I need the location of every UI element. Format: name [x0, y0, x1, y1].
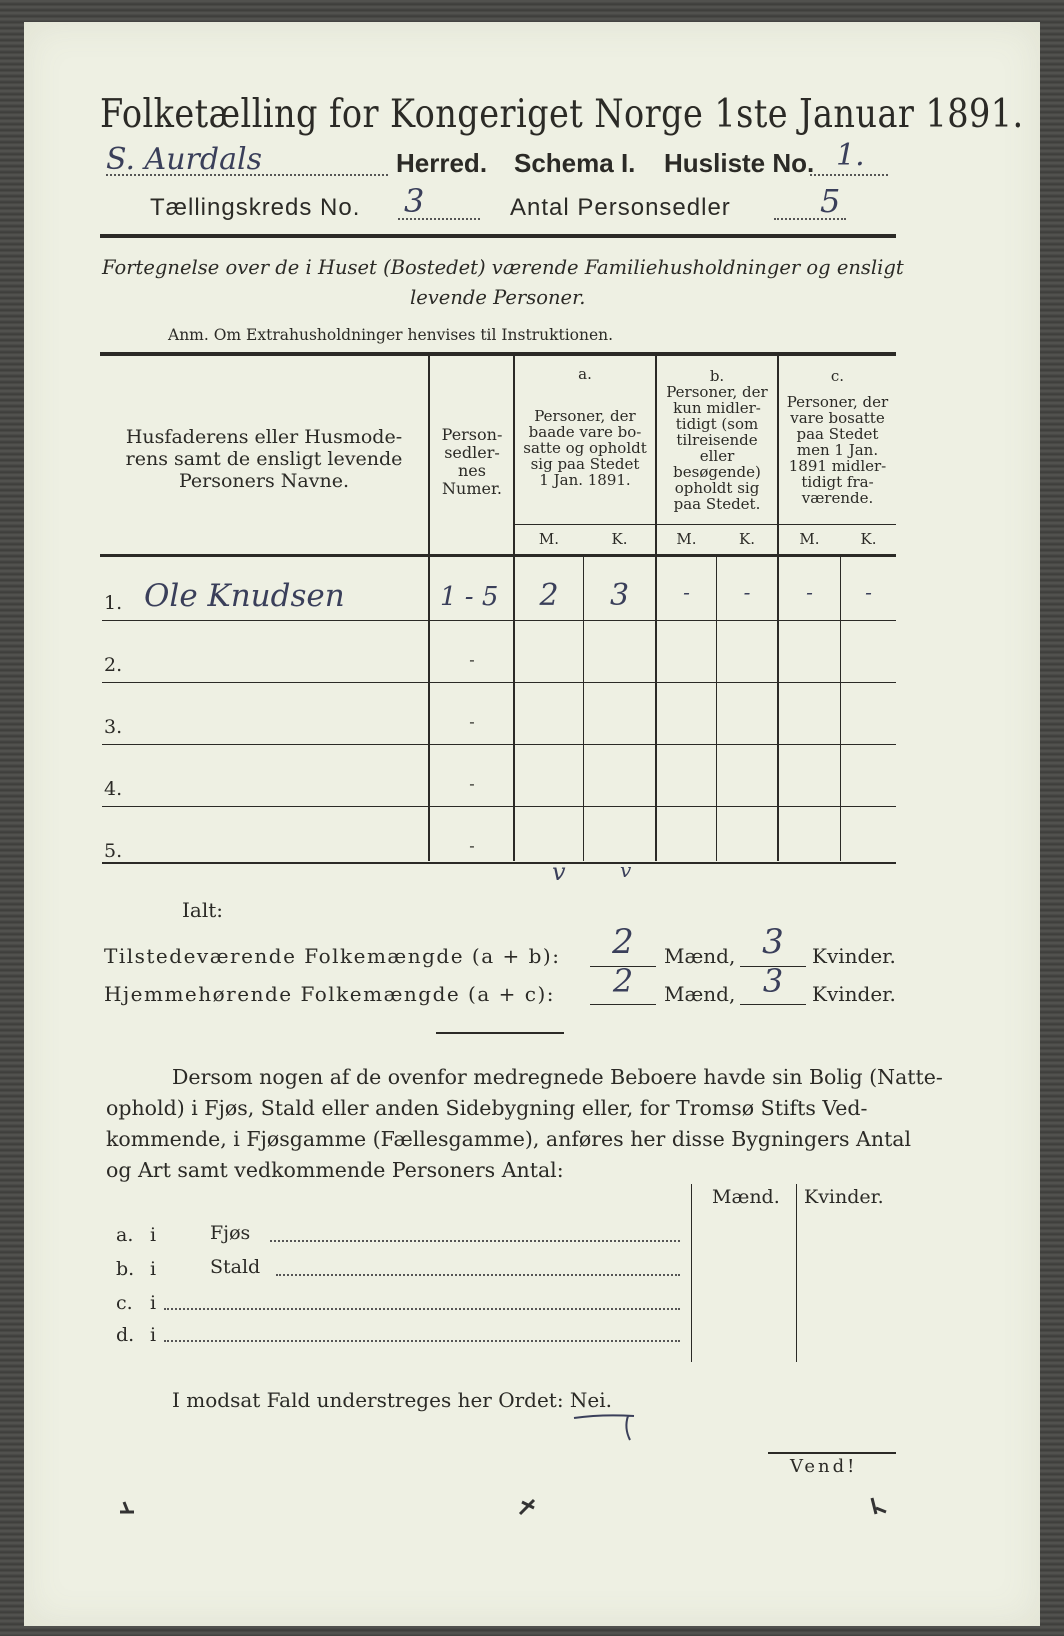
- b-k-label: K.: [739, 530, 755, 548]
- a-k-label: K.: [611, 530, 628, 548]
- row-c-m: -: [806, 580, 813, 604]
- notice-item-label: Stald: [210, 1256, 261, 1278]
- row-line-name: [102, 744, 428, 745]
- husliste-dotted-line: [810, 174, 888, 176]
- c-k-label: K.: [860, 530, 877, 548]
- tilstede-kvinder-label: Kvinder.: [812, 944, 896, 968]
- taellingskreds-label: Tællingskreds No.: [150, 194, 361, 221]
- col-a-letter: a.: [578, 365, 592, 383]
- vend-rule: [768, 1452, 896, 1454]
- col-b-header: Personer, der kun midler- tidigt (som tilreisende eller besøgende) opholdt sig paa Stedet.: [666, 383, 768, 513]
- header-bottom-rule: [100, 554, 896, 557]
- row-personsedler-num: 1 - 5: [440, 582, 499, 612]
- row-line-name: [102, 806, 428, 807]
- hjemme-label: Hjemmehørende Folkemængde (a + c):: [104, 982, 555, 1006]
- separator-rule: [436, 1032, 564, 1034]
- col-num-header: Person- sedler- nes Numer.: [441, 425, 503, 498]
- row-personsedler-num: -: [469, 836, 475, 855]
- corner-mark-left: [116, 1496, 140, 1516]
- c-m-label: M.: [799, 530, 820, 548]
- row-line-name: [102, 682, 428, 683]
- form-title: Folketælling for Kongeriget Norge 1ste Januar 1891.: [100, 92, 1024, 137]
- subtitle-line1: Fortegnelse over de i Huset (Bostedet) værende Familiehusholdninger og ensligt: [102, 256, 904, 279]
- row-a-m: 2: [539, 578, 559, 613]
- herred-value: S. Aurdals: [106, 142, 262, 177]
- anm-note: Anm. Om Extrahusholdninger henvises til Instruktionen.: [168, 326, 614, 344]
- corner-mark-center: [516, 1494, 540, 1518]
- row-number: 1.: [104, 592, 123, 614]
- col-name-header: Husfaderens eller Husmode- rens samt de ensligt levende Personers Navne.: [125, 426, 403, 492]
- a-m-label: M.: [538, 530, 560, 548]
- row-line-values: [430, 806, 896, 807]
- notice-item-dots: [164, 1340, 680, 1342]
- nei-underline-mark: [572, 1412, 642, 1444]
- notice-item-i: i: [150, 1292, 157, 1314]
- notice-divider-2: [796, 1184, 797, 1362]
- hjemme-kvinder-line: [740, 1004, 806, 1005]
- modsat-text: I modsat Fald understreges her Ordet: Nei.: [172, 1388, 613, 1412]
- row-line-values: [430, 744, 896, 745]
- hjemme-maend-line: [590, 1004, 656, 1005]
- row-a-k: 3: [609, 578, 630, 613]
- corner-mark-right: [866, 1494, 890, 1518]
- hjemme-kvinder-label: Kvinder.: [812, 982, 896, 1006]
- antal-label: Antal Personsedler: [510, 194, 731, 221]
- notice-item-letter: b.: [116, 1258, 135, 1280]
- checkmark-a-k: v: [620, 858, 632, 882]
- notice-divider-1: [691, 1184, 692, 1362]
- row-b-k: -: [743, 580, 751, 604]
- ialt-label: Ialt:: [182, 898, 223, 922]
- row-number: 5.: [104, 840, 123, 862]
- row-number: 2.: [104, 654, 123, 676]
- row-number: 4.: [104, 778, 123, 800]
- hjemme-maend-label: Mænd,: [664, 982, 736, 1006]
- notice-maend-header: Mænd.: [712, 1186, 780, 1208]
- header-rule: [100, 234, 896, 238]
- notice-item-letter: c.: [116, 1292, 133, 1314]
- schema-label: Schema I.: [514, 148, 636, 178]
- notice-line2: ophold) i Fjøs, Stald eller anden Sidebygning eller, for Tromsø Stifts Ved-: [106, 1096, 868, 1120]
- checkmark-a-m: v: [552, 858, 566, 886]
- hjemme-kvinder-value: 3: [762, 962, 784, 1000]
- row-personsedler-num: -: [469, 712, 475, 731]
- row-line-values: [430, 682, 896, 683]
- row-b-m: -: [683, 580, 690, 604]
- herred-dotted-line: [106, 174, 388, 176]
- notice-line4: og Art samt vedkommende Personers Antal:: [106, 1158, 564, 1182]
- b-m-label: M.: [676, 530, 697, 548]
- notice-kvinder-header: Kvinder.: [804, 1186, 884, 1208]
- census-form-page: [24, 22, 1040, 1626]
- notice-item-letter: d.: [116, 1324, 135, 1346]
- notice-item-label: Fjøs: [210, 1222, 251, 1244]
- notice-item-i: i: [150, 1224, 157, 1246]
- tilstede-kvinder-value: 3: [762, 922, 784, 962]
- husliste-value: 1.: [836, 138, 865, 173]
- subtitle-line2: levende Personer.: [410, 286, 586, 309]
- hjemme-maend-value: 2: [612, 962, 634, 1000]
- taellingskreds-value: 3: [404, 182, 425, 220]
- mk-top-rule: [515, 524, 896, 525]
- antal-value: 5: [820, 182, 841, 220]
- notice-item-letter: a.: [116, 1224, 134, 1246]
- row-c-k: -: [865, 580, 872, 604]
- notice-item-dots: [164, 1308, 680, 1310]
- row-line-values: [430, 620, 896, 621]
- notice-line1: Dersom nogen af de ovenfor medregnede Beboere havde sin Bolig (Natte-: [172, 1065, 943, 1089]
- tilstede-maend-label: Mænd,: [664, 944, 736, 968]
- husliste-label: Husliste No.: [664, 148, 815, 178]
- table-bottom-rule: [102, 862, 896, 864]
- row-name: Ole Knudsen: [144, 578, 345, 614]
- row-line-name: [102, 620, 428, 621]
- tilstede-label: Tilstedeværende Folkemængde (a + b):: [104, 944, 561, 968]
- row-number: 3.: [104, 716, 123, 738]
- notice-item-dots: [276, 1274, 680, 1276]
- notice-line3: kommende, i Fjøsgamme (Fællesgamme), anføres her disse Bygningers Antal: [106, 1127, 912, 1151]
- notice-item-dots: [270, 1240, 680, 1242]
- notice-item-i: i: [150, 1258, 157, 1280]
- tilstede-maend-value: 2: [612, 922, 634, 962]
- notice-item-i: i: [150, 1324, 157, 1346]
- col-c-letter: c.: [830, 367, 845, 385]
- herred-label: Herred.: [396, 148, 488, 178]
- col-c-header: Personer, der vare bosatte paa Stedet men 1 Jan. 1891 midler- tidigt fra- værende.: [786, 393, 889, 507]
- row-personsedler-num: -: [469, 774, 475, 793]
- vend-text: Vend!: [790, 1456, 858, 1477]
- col-b-letter: b.: [709, 367, 725, 385]
- row-personsedler-num: -: [469, 650, 475, 669]
- col-a-header: Personer, der baade vare bo- satte og opholdt sig paa Stedet 1 Jan. 1891.: [523, 407, 647, 489]
